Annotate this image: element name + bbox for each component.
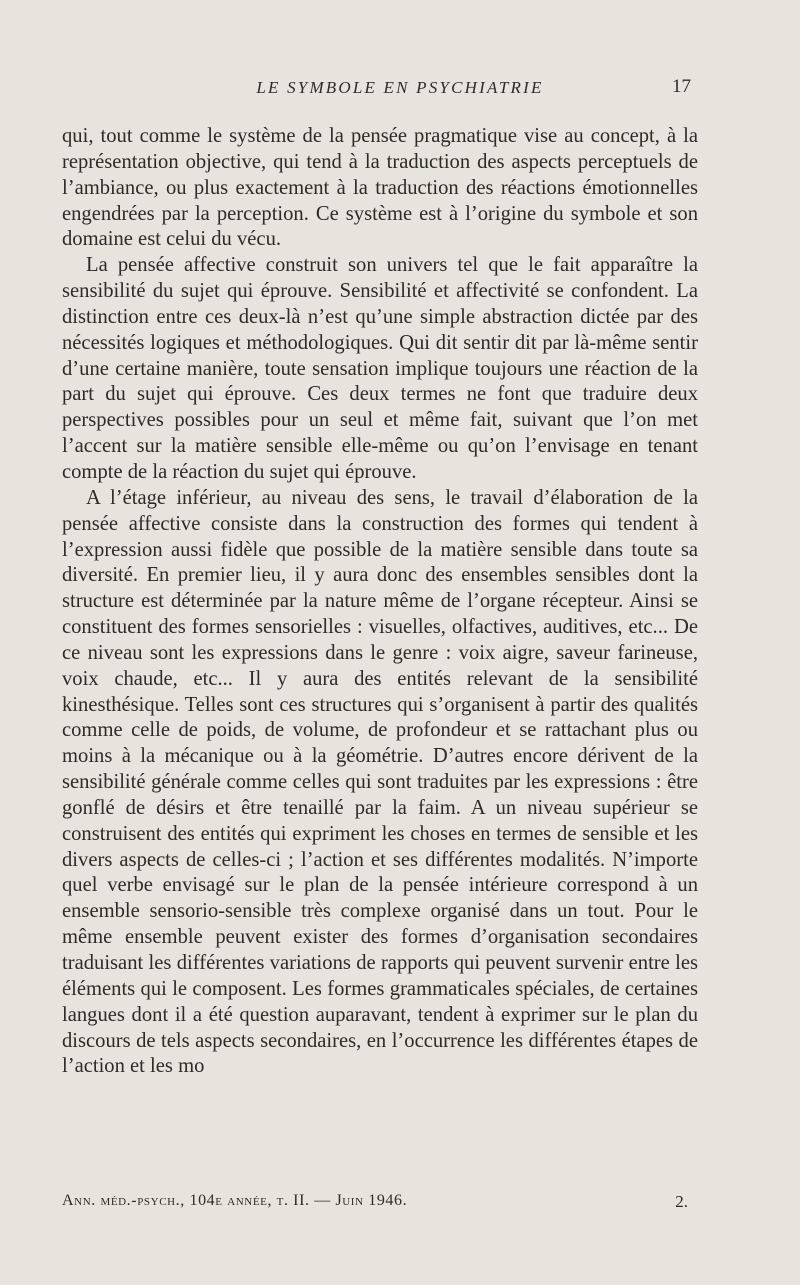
body-text	[62, 124, 698, 1080]
paragraph-etage-inferieur: A l’étage inférieur, au niveau des sens, le travail d’élaboration de la pensée affective consiste dans la construction des formes qui tendent à l’expression aussi fidèle que possible de la matière sensible dans toute sa diversité. En premier lieu, il y aura donc des ensembles sensibles dont la structure est déterminée par la nature même de l’organe récepteur. Ainsi se constituent des formes sensorielles : visuelles, olfactives, auditives, etc... De ce niveau sont les expressions dans le genre : voix aigre, saveur farineuse, voix chaude, etc... Il y aura des entités relevant de la sensibilité kinesthésique. Telles sont ces structures qui s’organisent à partir des qualités comme celle de poids, de volume, de profondeur et se rattachant plus ou moins à la mécanique ou à la géométrie. D’autres encore dérivent de la sensibilité générale comme celles qui sont traduites par les expressions : être gonflé de désirs et être tenaillé par la faim. A un niveau supérieur se construisent des entités qui expriment les choses en termes de sensible et les divers aspects de celles-ci ; l’action et ses différentes modalités. N’importe quel verbe envisagé sur le plan de la pensée intérieure correspond à un ensemble sensorio-sensible très complexe organisé dans un tout. Pour le même ensemble peuvent exister des formes d’organisation secondaires traduisant les différentes variations de rapports qui peuvent survenir entre les éléments qui le composent. Les formes grammaticales spéciales, de certaines langues dont il a été question auparavant, tendent à exprimer sur le plan du discours de tels aspects secondaires, en l’occurrence les différentes étapes de l’action et les mo	[62, 486, 698, 1078]
signature-mark: 2.	[675, 1192, 688, 1211]
page-footer	[62, 1192, 698, 1216]
journal-citation: Ann. méd.-psych., 104e année, t. II. — Juin 1946.	[62, 1192, 408, 1209]
page-number: 17	[672, 76, 691, 97]
paragraph-pensee-affective: La pensée affective construit son univers tel que le fait apparaître la sensibilité du sujet qui éprouve. Sensibilité et affectivité se confondent. La distinction entre ces deux-là n’est qu’une simple abstraction dictée par des nécessités logiques et méthodologiques. Qui dit sentir dit par là-même sentir d’une certaine manière, toute sensation implique toujours une réaction de la part du sujet qui éprouve. Ces deux termes ne font que traduire deux perspectives possibles pour un seul et même fait, suivant que l’on met l’accent sur la matière sensible elle-même ou qu’on l’envisage en tenant compte de la réaction du sujet qui éprouve.	[62, 254, 698, 483]
running-header	[0, 78, 800, 104]
running-title: LE SYMBOLE EN PSYCHIATRIE	[256, 78, 544, 97]
paragraph-continuation: qui, tout comme le système de la pensée pragmatique vise au concept, à la représentation objective, qui tend à la traduction des aspects perceptuels de l’ambiance, ou plus exactement à la traduction des réactions émotionnelles engendrées par la perception. Ce système est à l’origine du symbole et son domaine est celui du vécu.	[62, 125, 698, 251]
